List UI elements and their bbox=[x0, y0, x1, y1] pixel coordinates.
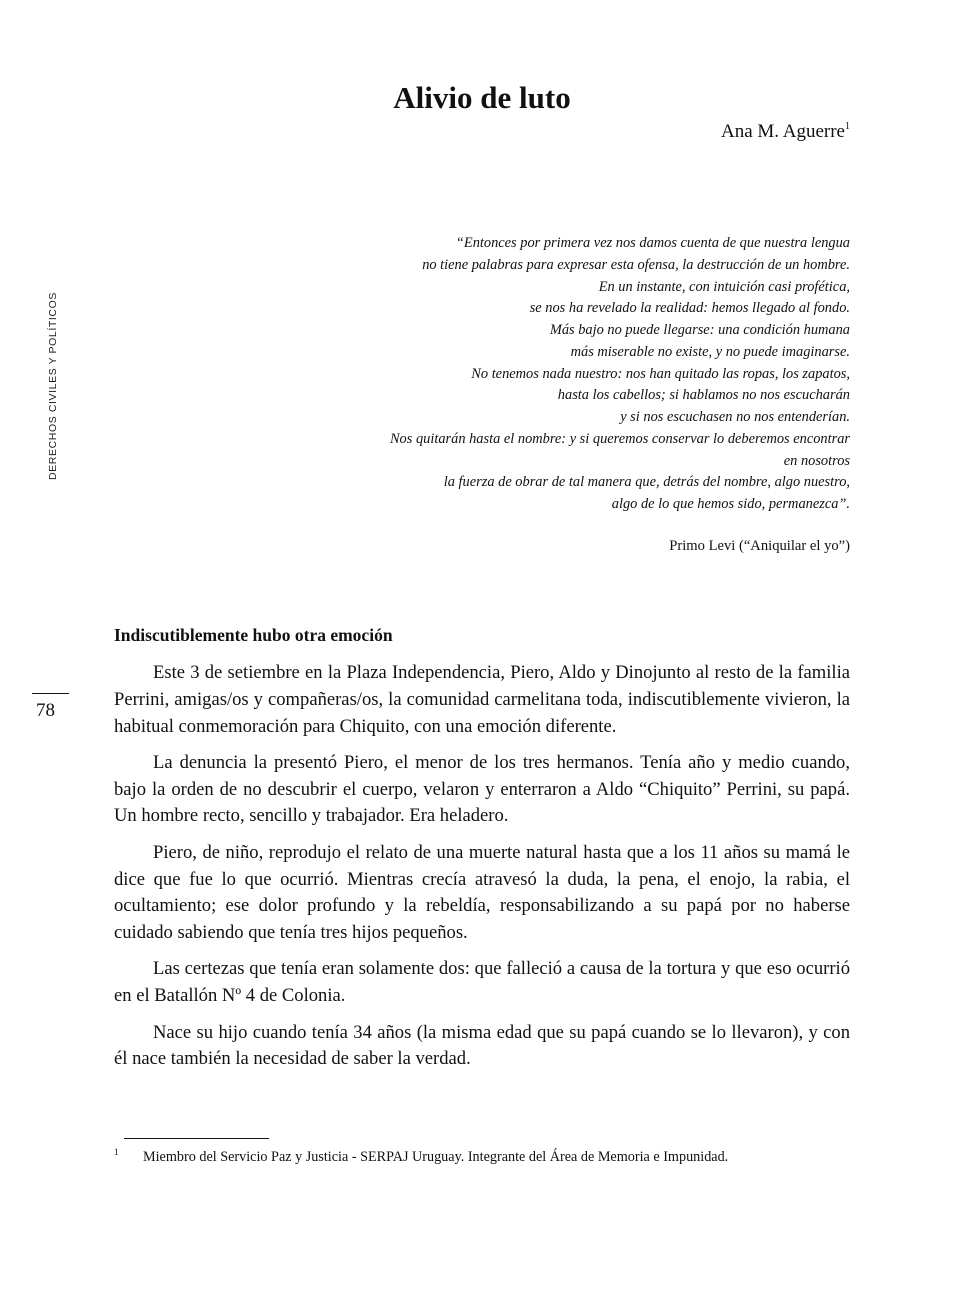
epigraph-line: y si nos escuchasen no nos entenderían. bbox=[620, 409, 850, 425]
epigraph-line: en nosotros bbox=[783, 452, 850, 469]
author-line bbox=[721, 121, 850, 143]
article-body bbox=[114, 660, 850, 1083]
body-paragraph: La denuncia la presentó Piero, el menor de los tres hermanos. Tenía año y medio cuando, bajo la orden de no descubrir el cuerpo, velaron y enterraron a Aldo “Chiquito” Perrini, su papá. Un hombre recto, sencillo y trabajador. Era heladero. bbox=[114, 751, 850, 827]
epigraph-line: Más bajo no puede llegarse: una condición humana bbox=[549, 322, 850, 338]
epigraph-quote bbox=[290, 233, 850, 516]
body-paragraph: Piero, de niño, reprodujo el relato de una muerte natural hasta que a los 11 años su mamá le dice que fue lo que ocurrió. Mientras crecía atravesó la duda, la pena, el enojo, la rabia, el ocultamiento; ese dolor profundo y la rebeldía, responsabilizando a su papá por no haberse cuidado sabiendo que tenía tres hijos pequeños. bbox=[114, 841, 850, 944]
epigraph-line: No tenemos nada nuestro: nos han quitado las ropas, los zapatos, bbox=[471, 365, 850, 382]
page-number-rule bbox=[32, 693, 69, 694]
footnote-number: 1 bbox=[114, 1147, 119, 1157]
footnote-text: Miembro del Servicio Paz y Justicia - SERPAJ Uruguay. Integrante del Área de Memoria e Impunidad. bbox=[143, 1149, 729, 1165]
epigraph-line: la fuerza de obrar de tal manera que, detrás del nombre, algo nuestro, bbox=[443, 474, 850, 491]
epigraph-line: no tiene palabras para expresar esta ofensa, la destrucción de un hombre. bbox=[422, 256, 850, 273]
author-name: Ana M. Aguerre bbox=[721, 121, 845, 142]
section-heading: Indiscutiblemente hubo otra emoción bbox=[114, 625, 393, 645]
article-title: Alivio de luto bbox=[393, 80, 571, 115]
epigraph-line: “Entonces por primera vez nos damos cuenta de que nuestra lengua bbox=[455, 235, 850, 251]
epigraph-line: En un instante, con intuición casi profética, bbox=[598, 278, 850, 295]
epigraph-line: hasta los cabellos; si hablamos no nos escucharán bbox=[557, 387, 850, 404]
running-section-label: DERECHOS CIVILES Y POLÍTICOS bbox=[47, 292, 59, 480]
epigraph-line: Nos quitarán hasta el nombre: y si queremos conservar lo deberemos encontrar bbox=[389, 430, 850, 447]
author-footnote-ref[interactable]: 1 bbox=[845, 121, 850, 132]
epigraph-line: algo de lo que hemos sido, permanezca”. bbox=[611, 496, 850, 512]
body-paragraph: Este 3 de setiembre en la Plaza Independencia, Piero, Aldo y Dinojunto al resto de la familia Perrini, amigas/os y compañeras/os, la comunidad carmelitana toda, indiscutiblemente vivieron, la habitual conmemoración para Chiquito, con una emoción diferente. bbox=[114, 662, 850, 737]
body-paragraph: Nace su hijo cuando tenía 34 años (la misma edad que su papá cuando se lo llevaron), y con él nace también la necesidad de saber la verdad. bbox=[114, 1021, 850, 1070]
epigraph-line: se nos ha revelado la realidad: hemos llegado al fondo. bbox=[529, 300, 850, 317]
page-number: 78 bbox=[36, 700, 55, 721]
epigraph-line: más miserable no existe, y no puede imaginarse. bbox=[570, 343, 850, 360]
epigraph-attribution: Primo Levi (“Aniquilar el yo”) bbox=[669, 538, 850, 554]
footnote-separator bbox=[124, 1138, 269, 1139]
footnote bbox=[114, 1147, 728, 1166]
body-paragraph: Las certezas que tenía eran solamente dos: que falleció a causa de la tortura y que eso ocurrió en el Batallón Nº 4 de Colonia. bbox=[114, 958, 850, 1007]
